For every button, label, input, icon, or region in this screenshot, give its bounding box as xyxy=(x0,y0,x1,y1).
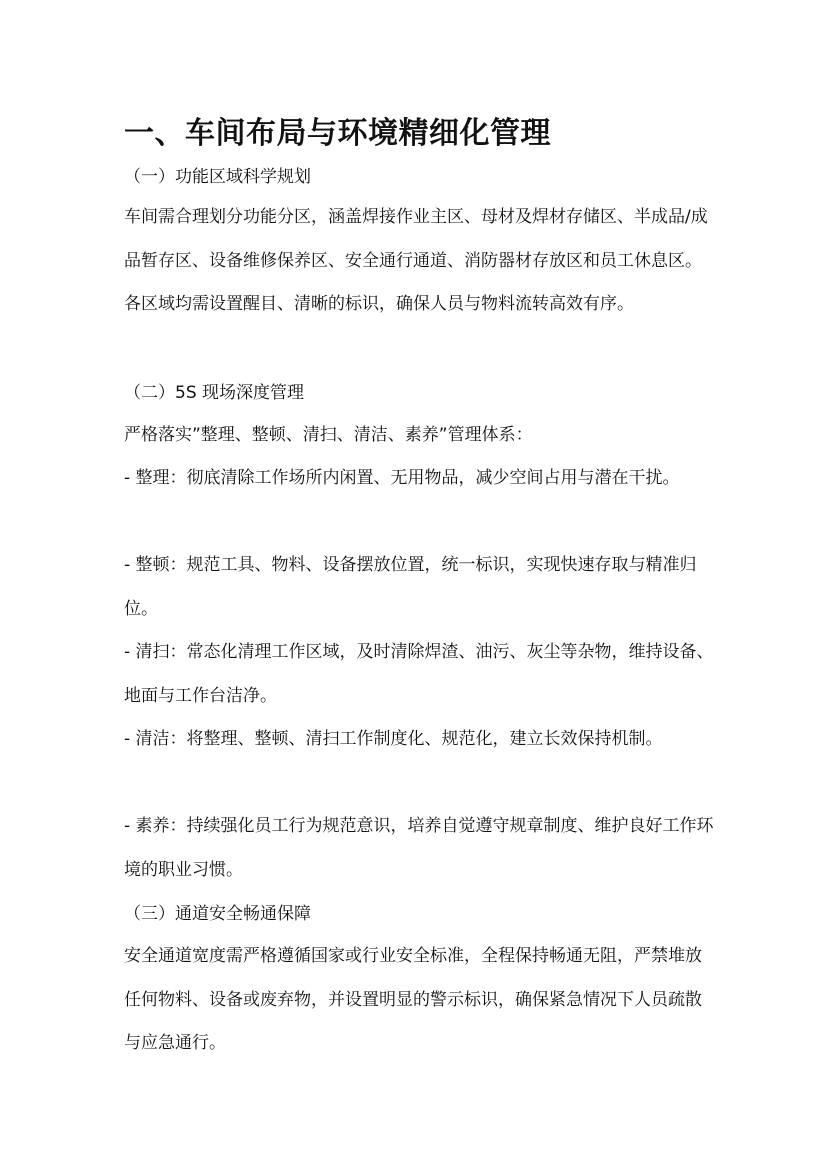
section-2-item-standardize: - 清洁：将整理、整顿、清扫工作制度化、规范化，建立长效保持机制。 xyxy=(124,729,663,749)
section-2-item-shine: - 清扫：常态化清理工作区域，及时清除焊渣、油污、灰尘等杂物，维持设备、地面与工作台洁净。 xyxy=(124,642,714,706)
section-2-subtitle: （二）5S 现场深度管理 xyxy=(124,383,305,403)
section-2-item-sustain: - 素养：持续强化员工行为规范意识，培养自觉遵守规章制度、维护良好工作环境的职业习惯。 xyxy=(124,816,714,880)
section-3-subtitle: （三）通道安全畅通保障 xyxy=(124,904,311,924)
section-3-paragraph-1: 安全通道宽度需严格遵循国家或行业安全标准，全程保持畅通无阻，严禁堆放任何物料、设备或废弃物，并设置明显的警示标识，确保紧急情况下人员疏散与应急通行。 xyxy=(124,946,702,1053)
section-1-paragraph-1: 车间需合理划分功能分区，涵盖焊接作业主区、母材及焊材存储区、半成品/成品暂存区、设备维修保养区、安全通行通道、消防器材存放区和员工休息区。各区域均需设置醒目、清晰的标识，确保人员与物料流转高效有序。 xyxy=(124,207,708,314)
section-2-item-set-in-order: - 整顿：规范工具、物料、设备摆放位置，统一标识，实现快速存取与精准归位。 xyxy=(124,555,697,619)
section-1-subtitle: （一）功能区域科学规划 xyxy=(124,167,311,187)
section-2-item-sort: - 整理：彻底清除工作场所内闲置、无用物品，减少空间占用与潜在干扰。 xyxy=(124,468,680,488)
section-2-intro: 严格落实”整理、整顿、清扫、清洁、素养”管理体系： xyxy=(124,425,533,445)
page-title: 一、车间布局与环境精细化管理 xyxy=(124,116,551,151)
